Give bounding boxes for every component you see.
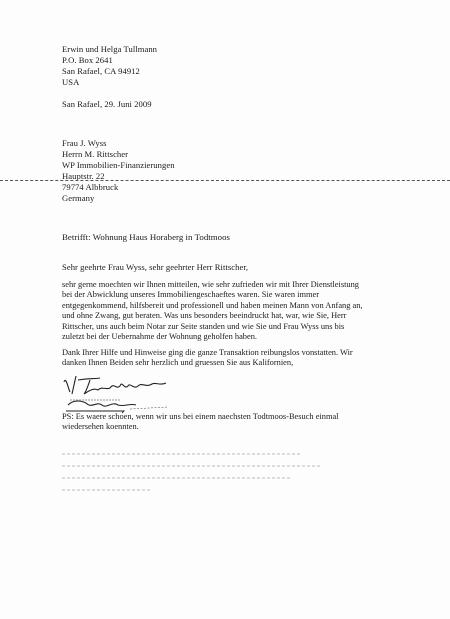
fold-line xyxy=(0,180,450,181)
ps-line: wiedersehen koennten. xyxy=(62,422,139,432)
body-paragraph-2 xyxy=(62,348,422,369)
recipient-line-4: Hauptstr. 22 xyxy=(62,171,105,181)
body-line: Dank Ihrer Hilfe und Hinweise ging die ganze Transaktion reibungslos vonstatten. Wir xyxy=(62,348,353,357)
recipient-line-6: Germany xyxy=(62,193,95,203)
body-line: entgegenkommend, hilfsbereit und professionell und haben meinen Mann von Anfang an, xyxy=(62,300,363,310)
recipient-line-5: 79774 Albbruck xyxy=(62,182,119,192)
recipient-line-2: Herrn M. Rittscher xyxy=(62,149,129,159)
sender-pobox: P.O. Box 2641 xyxy=(62,55,113,65)
recipient-line-3: WP Immobilien-Finanzierungen xyxy=(62,160,175,170)
body-line: danken Ihnen Beiden sehr herzlich und gruessen Sie aus Kalifornien, xyxy=(62,358,294,368)
body-line: sehr gerne moechten wir Ihnen mitteilen, wie sehr zufrieden wir mit Ihrer Dienstleistung xyxy=(62,280,359,289)
body-line: und ohne Zwang, gut beraten. Was uns besonders beeindruckt hat, war, wie Sie, Herr xyxy=(62,311,347,321)
scan-bleed-through xyxy=(60,448,360,498)
postscript xyxy=(62,412,422,433)
body-line: Rittscher, uns auch beim Notar zur Seite standen und wie Sie und Frau Wyss uns bis xyxy=(62,321,345,331)
body-paragraph-1 xyxy=(62,280,422,342)
sender-city: San Rafael, CA 94912 xyxy=(62,66,140,76)
salutation: Sehr geehrte Frau Wyss, sehr geehrter Herr Rittscher, xyxy=(62,262,249,272)
date-line: San Rafael, 29. Juni 2009 xyxy=(62,99,152,109)
recipient-line-1: Frau J. Wyss xyxy=(62,138,107,148)
sender-name: Erwin und Helga Tullmann xyxy=(62,44,158,54)
body-line: zuletzt bei der Uebernahme der Wohnung geholfen haben. xyxy=(62,332,257,342)
body-line: bei der Abwicklung unseres Immobiliengeschaeftes waren. Sie waren immer xyxy=(62,290,319,300)
ps-line: PS: Es waere schoen, wenn wir uns bei einem naechsten Todtmoos-Besuch einmal xyxy=(62,412,339,421)
subject-line: Betrifft: Wohnung Haus Horaberg in Todtmoos xyxy=(62,232,231,242)
sender-country: USA xyxy=(62,77,80,87)
